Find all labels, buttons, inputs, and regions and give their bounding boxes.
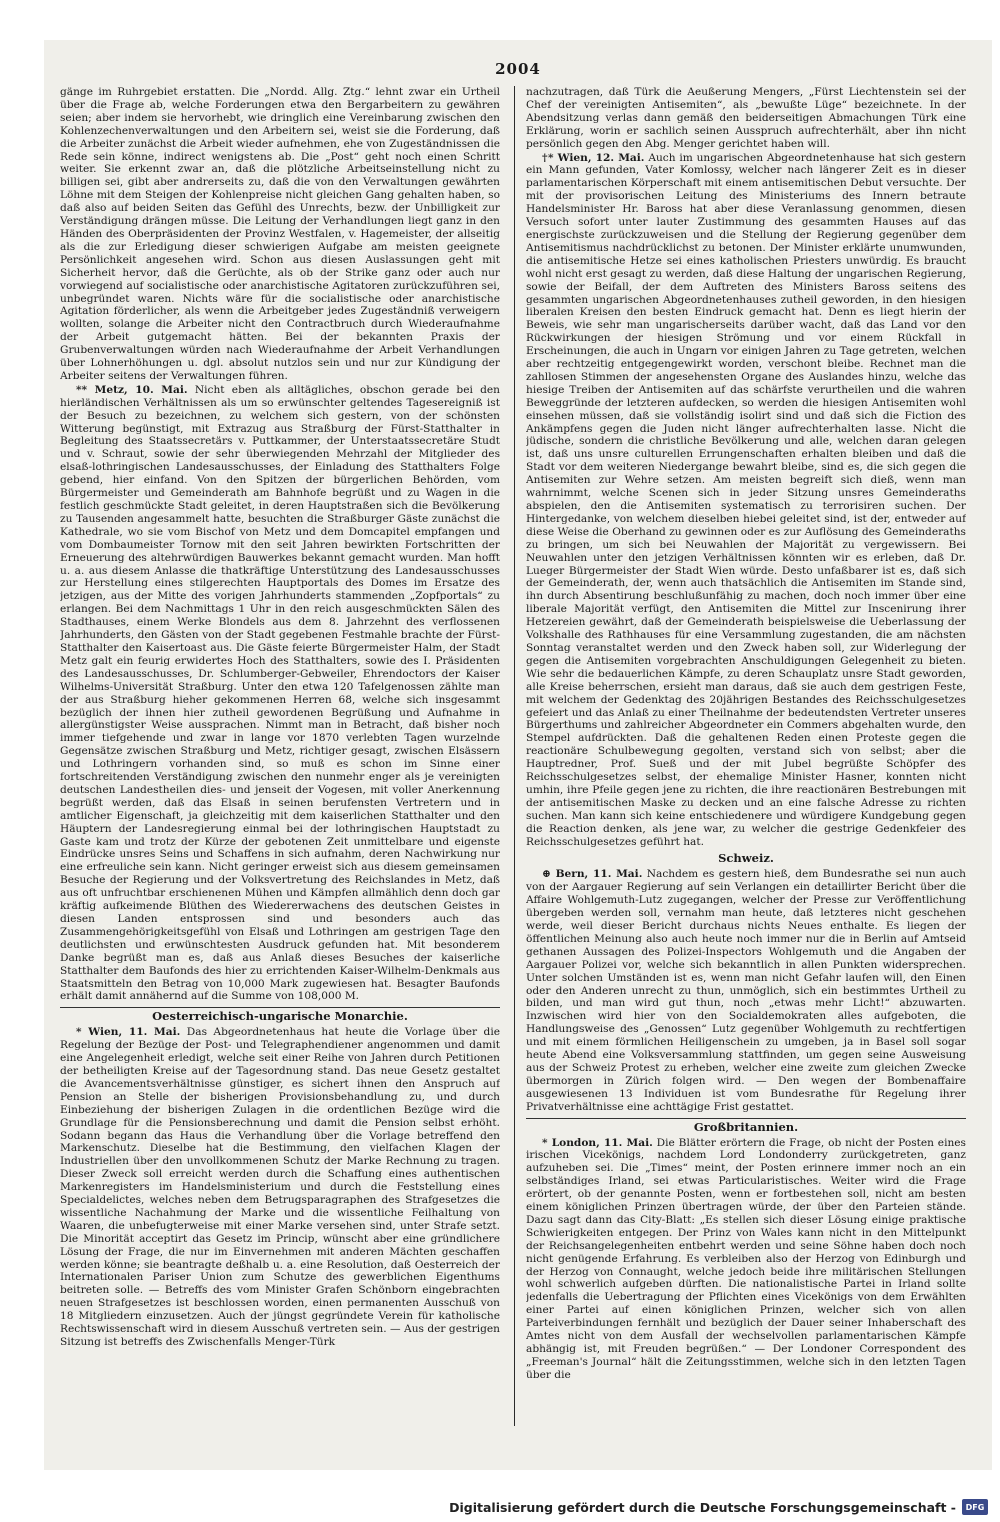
article-bern-text: Nachdem es gestern hieß, dem Bundesrathe sei nun auch von der Aargauer Regierung auf sein Verlangen ein detaillirter Bericht über die Affaire Wohlgemuth-Lutz zugegangen, welcher der Presse zur Veröffentlichung übergeben werden soll, vernahm man heute, daß letzteres nicht geschehen werde, weil dieser Bericht durchaus nichts Neues enthalte. Es liegen der öffentlichen Meinung also auch heute noch immer nur die in Berlin auf Amtseid gethanen Aussagen des Polizei-Inspectors Wohlgemuth und die Angaben der Aargauer Polizei vor, welche sich bekanntlich in allen Punkten widersprechen. Unter solchen Umständen ist es, wenn man nicht Gefahr laufen will, den Einen oder den Anderen unrecht zu thun, unmöglich, sich ein bestimmtes Urtheil zu bilden, und man wird gut thun, noch „etwas mehr Licht!“ abzuwarten. Inzwischen wird hier von den Socialdemokraten alles aufgeboten, die Handlungsweise des „Genossen“ Lutz gegenüber Wohlgemuth zu rechtfertigen und mit einem förmlichen Heiligenschein zu umgeben, ja in Basel soll sogar heute Abend eine Volksversammlung stattfinden, um gegen seine Ausweisung aus der Schweiz Protest zu erheben, welcher eine zweite zum gleichen Zwecke übermorgen in Zürich folgen wird. — Den wegen der Bombenaffaire ausgewiesenen 13 Individuen ist vom Bundesrathe für Regelung ihrer Privatverhältnisse eine achttägige Frist gestattet. — [526, 868, 966, 1113]
article-bern — [526, 868, 966, 1113]
dfg-logo: DFG — [962, 1499, 988, 1515]
article-wien-1-text: Das Abgeordnetenhaus hat heute die Vorlage über die Regelung der Bezüge der Post- und Telegraphendiener angenommen und damit eine Angelegenheit erledigt, welche seit einer Reihe von Jahren durch Petitionen der betheiligten Kreise auf der Tagesordnung stand. Das neue Gesetz gestaltet die Avancementsverhältnisse günstiger, es sichert ihnen den Anspruch auf Pension an Stelle der bisherigen Provisionsbehandlung zu, und durch Einbeziehung der bisherigen Zulagen in die ordentlichen Bezüge wird die Grundlage für die Pensionsberechnung und damit die Pension selbst erhöht. Sodann begann das Haus die Verhandlung über die Vorlage betreffend den Markenschutz. Dieselbe hat die Bestimmung, den vielfachen Klagen der Industriellen über den unvollkommenen Schutz der Marke Rechnung zu tragen. Dieser Zweck soll erreicht werden durch die Schaffung eines authentischen Markenregisters im Handelsministerium und durch die Feststellung eines Specialdelictes, welches neben dem Betrugsparagraphen des Strafgesetzes die wissentliche Nachahmung der Marke und die wissentliche Feilhaltung von Waaren, die unbefugterweise mit einer Marke versehen sind, unter Strafe setzt. Die Minorität acceptirt das Gesetz im Princip, wünscht aber eine gründlichere Lösung der Frage, die nur im Einvernehmen mit anderen Mächten geschaffen werden könne; sie beantragte deßhalb u. a. eine Resolution, daß Oesterreich der Internationalen Pariser Union zum Schutze des gewerblichen Eigenthums beitreten solle. — Betreffs des vom Minister Grafen Schönborn eingebrachten neuen Strafgesetzes ist beschlossen worden, einen permanenten Ausschuß von 18 Mitgliedern einzusetzen. Auch der jüngst gegründete Verein für katholische Rechtswissenschaft wird in diesem Ausschuß vertreten sein. — Aus der gestrigen Sitzung ist betreffs des Zwischenfalls Menger-Türk — [60, 1026, 500, 1348]
article-metz — [60, 384, 500, 1004]
article-ruhr-continuation: gänge im Ruhrgebiet erstatten. Die „Nordd. Allg. Ztg.“ lehnt zwar ein Urtheil über die Frage ab, welche Forderungen etwa den Bergarbeitern zu gewähren seien; aber indem sie hervorhebt, wie dringlich eine Vereinbarung zwischen den Kohlenzechenverwaltungen und den Arbeitern sei, weist sie die Forderung, daß die Arbeiter zunächst die Arbeit wieder aufnehmen, ehe von Zugeständnissen die Rede sein könne, indirect wenigstens ab. Die „Post“ geht noch einen Schritt weiter. Sie erkennt zwar an, daß die plötzliche Arbeitseinstellung nicht zu billigen sei, gibt aber andrerseits zu, daß die von den Verwaltungen gewährten Löhne mit dem Steigen der Kohlenpreise nicht gleichen Gang gehalten haben, so daß also auf beiden Seiten das Gefühl des Unrechts, bezw. der Unbilligkeit zur Verständigung drängen müsse. Die Leitung der Verhandlungen liegt ganz in den Händen des Oberpräsidenten der Provinz Westfalen, v. Hagemeister, der allseitig als die zur Erledigung dieser schwierigen Aufgabe am meisten geeignete Persönlichkeit angesehen wird. Schon aus diesen Auslassungen geht mit Sicherheit hervor, daß die Gerüchte, als ob der Strike ganz oder auch nur vorwiegend auf socialistische oder anarchistische Agitatoren zurückzuführen sei, unbegründet waren. Nichts wäre für die socialistische oder anarchistische Agitation förderlicher, als wenn die Arbeitgeber jedes Zugeständniß verweigern wollten, solange die Arbeiter nicht den Contractbruch durch Wiederaufnahme der Arbeit gutgemacht hätten. Bei der bekannten Praxis der Grubenverwaltungen würden nach Wiederaufnahme der Arbeit Verhandlungen über Lohnerhöhungen u. dgl. absolut nutzlos sein und nur zur Kündigung der Arbeiter seitens der Verwaltungen führen. — [60, 86, 500, 382]
section-heading-austria: Oesterreichisch-ungarische Monarchie. — [60, 1007, 500, 1023]
section-heading-switzerland: Schweiz. — [718, 851, 774, 866]
dateline-wien-1: * Wien, 11. Mai. — [76, 1026, 181, 1039]
article-wien-1-continuation: nachzutragen, daß Türk die Aeußerung Mengers, „Fürst Liechtenstein sei der Chef der vereinigten Antisemiten“, als „bewußte Lüge“ bezeichnete. In der Abendsitzung verlas dann gemäß den beiderseitigen Abmachungen Türk eine Erklärung, worin er sachlich seinen Ausspruch aufrechterhält, aber ihn nicht persönlich gegen den Abg. Menger gerichtet haben will. — [526, 86, 966, 150]
dateline-london: * London, 11. Mai. — [542, 1136, 653, 1149]
article-metz-text: Nicht eben als alltägliches, obschon gerade bei den hierländischen Verhältnissen als um so erwünschter geltendes Tagesereigniß ist der Besuch zu bezeichnen, zu welchem sich gestern, von der schönsten Witterung begünstigt, mit Extrazug aus Straßburg der Fürst-Statthalter in Begleitung des Staatssecretärs v. Puttkammer, der Unterstaatssecretäre Studt und v. Schraut, sowie der sehr überwiegenden Mehrzahl der Mitglieder des elsaß-lothringischen Landesausschusses, der Einladung des Statthalters Folge gebend, hier einfand. Von den Spitzen der bürgerlichen Behörden, vom Bürgermeister und Gemeinderath am Bahnhofe begrüßt und zu Wagen in die festlich geschmückte Stadt geleitet, in deren Hauptstraßen sich die Bevölkerung zu Tausenden angesammelt hatte, besuchten die Straßburger Gäste zunächst die Kathedrale, wo sie vom Bischof von Metz und dem Domcapitel empfangen und vom Dombaumeister Tornow mit den seit Jahren bewirkten Fortschritten der Erneuerung des altehrwürdigen Bauwerkes bekannt gemacht wurden. Man hofft u. a. aus diesem Anlasse die thatkräftige Unterstützung des Landesausschusses zur Herstellung eines stilgerechten Hauptportals des Domes im Ersatze des jetzigen, aus der Mitte des vorigen Jahrhunderts stammenden „Zopfportals“ zu erlangen. Bei dem Nachmittags 1 Uhr in den reich ausgeschmückten Sälen des Stadthauses, einem Werke Blondels aus dem 8. Jahrzehnt des verflossenen Jahrhunderts, den Gästen von der Stadt gegebenen Festmahle brachte der Fürst-Statthalter den Kaisertoast aus. Die Gäste feierte Bürgermeister Halm, der Stadt Metz galt ein feurig erwidertes Hoch des Statthalters, sowie des I. Präsidenten des Landesausschusses, Dr. Schlumberger-Gebweiler, Ehrendoctors der Kaiser Wilhelms-Universität Straßburg. Unter den etwa 120 Tafelgenossen zählte man der aus Straßburg hieher gekommenen Herren 68, welche sich insgesammt bezüglich der ihnen hier zutheil gewordenen Begrüßung und Aufnahme in allergünstigster Weise aussprachen. Nimmt man in Betracht, daß bisher noch immer tiefgehende und zwar in lange vor 1870 verlebten Tagen wurzelnde Gegensätze zwischen Straßburg und Metz, richtiger gesagt, zwischen Elsässern und Lothringern vorhanden sind, so muß es schon im Sinne einer fortschreitenden Verständigung zwischen den nunmehr enger als je vereinigten deutschen Landestheilen dies- und jenseit der Vogesen, mit voller Anerkennung begrüßt werden, daß das Elsaß in seinen berufensten Vertretern und in amtlicher Eigenschaft, ja gleichzeitig mit dem kaiserlichen Statthalter und den Häuptern der Landesregierung einmal bei der lothringischen Hauptstadt zu Gaste kam und trotz der Kürze der gebotenen Zeit unmittelbare und eigenste Eindrücke unsres Seins und Schaffens in sich aufnahm, deren Nachwirkung nur eine erfreuliche sein kann. Nicht geringer erweist sich aus diesem gemeinsamen Besuche der Regierung und der Volksvertretung des Reichslandes in Metz, daß aus oft unfruchtbar erschienenen Mühen und Kämpfen allmählich denn doch gar kräftig aufkeimende Blüthen des Wiedererwachens des deutschen Geistes in diesen Landen entsprossen sind und besonders auch das Zusammengehörigkeitsgefühl von Elsaß und Lothringen am gestrigen Tage den deutlichsten und erwünschtesten Ausdruck gefunden hat. Mit besonderem Danke begrüßt man es, daß aus Anlaß dieses Besuches der kaiserliche Statthalter dem Baufonds des hier zu errichtenden Kaiser-Wilhelm-Denkmals aus Staatsmitteln den Betrag von 10,000 Mark zugewiesen hat. Besagter Baufonds erhält damit annähernd auf die Summe von 108,000 M. — [60, 383, 500, 1003]
article-wien-2-text: Auch im ungarischen Abgeordnetenhause hat sich gestern ein Mann gefunden, Vater Komlossy, welcher nach längerer Zeit es in dieser parlamentarischen Körperschaft mit einem antisemitischen Debut versuchte. Der mit der provisorischen Leitung des Ministeriums des Innern betraute Handelsminister Hr. Baross hat aber diese Veranlassung genommen, diesen Versuch sofort unter lauter Zustimmung des gesammten Hauses auf das energischste zurückzuweisen und die Stellung der Regierung gegenüber dem Antisemitismus nachdrücklichst zu betonen. Der Minister erklärte unumwunden, die antisemitische Hetze sei eines katholischen Priesters unwürdig. Es braucht wohl nicht erst gesagt zu werden, daß diese Haltung der ungarischen Regierung, sowie der Beifall, der dem Auftreten des Ministers Baross seitens des gesammten ungarischen Abgeordnetenhauses zutheil geworden, in den hiesigen liberalen Kreisen den besten Eindruck gemacht hat. Denn es liegt hierin der Beweis, wie sehr man ungarischerseits darüber wacht, daß das Land vor den Rückwirkungen der hiesigen Strömung und vor einem Rückfall in Erscheinungen, die auch in Ungarn vor einigen Jahren zu Tage getreten, welchen aber rechtzeitig entgegengewirkt worden, verschont bleibe. Rechnet man die zahllosen Stimmen der angesehensten Organe des Auslandes hinzu, welche das hiesige Treiben der Antisemiten auf das schärfste verurtheilen und die wahren Beweggründe der letzteren aufdecken, so werden die hiesigen Antisemiten wohl einsehen müssen, daß sie vollständig isolirt sind und daß sich die Fiction des Ankämpfens gegen die Juden nicht länger aufrechterhalten lasse. Nicht die jüdische, sondern die christliche Bevölkerung und alle, welchen daran gelegen ist, daß uns unsre culturellen Errungenschaften erhalten bleiben und daß die Stadt vor dem weiteren Niedergange bewahrt bleibe, sind es, die sich gegen die Antisemiten zur Wehre setzen. Am meisten begreift sich dieß, wenn man wahrnimmt, welche Scenen sich in jeder Sitzung unsres Gemeinderaths abspielen, den die Antisemiten systematisch zu terrorisiren suchen. Der Hintergedanke, von welchem dieselben hiebei geleitet sind, ist der, entweder auf diese Weise die Oberhand zu gewinnen oder es zur Auflösung des Gemeinderaths zu bringen, um sich bei Neuwahlen der Majorität zu vergewissern. Bei Neuwahlen unter den jetzigen Verhältnissen könnten wir es erleben, daß Dr. Lueger Bürgermeister der Stadt Wien würde. Desto unfaßbarer ist es, daß sich der Gemeinderath, der, wenn auch thatsächlich die Antisemiten im Stande sind, ihn durch Absentirung beschlußunfähig zu machen, doch noch immer über eine liberale Majorität verfügt, den Antisemiten die Mittel zur Inscenirung ihrer Hetzereien gewährt, daß der Gemeinderath beispielsweise die Ueberlassung der Volkshalle des Rathhauses für eine Versammlung zugestanden, die am nächsten Sonntag veranstaltet werden und den Zweck haben soll, zur Widerlegung der gegen die Antisemiten vorgebrachten Anschuldigungen Gelegenheit zu bieten. Wie sehr die bedauerlichen Kämpfe, zu deren Schauplatz unsre Stadt geworden, alle Kreise beherrschen, ersieht man daraus, daß sie auch dem gestrigen Feste, mit welchem der Gedenktag des 20jährigen Bestandes des Reichsschulgesetzes gefeiert und das Anlaß zu einer Theilnahme der bedeutendsten Vertreter unseres Bürgerthums und zahlreicher Abgeordneter ein Commers abgehalten wurde, den Stempel aufdrückten. Daß die gehaltenen Reden einen Proteste gegen die reactionäre Schulbewegung gegolten, verstand sich von selbst; aber die Hauptredner, Prof. Sueß und der mit Jubel begrüßte Schöpfer des Reichsschulgesetzes selbst, der ehemalige Minister Hasner, konnten nicht umhin, ihre Pfeile gegen jene zu richten, die ihre reactionären Bestrebungen mit der antisemitischen Maske zu decken und an eine falsche Adresse zu richten suchen. Man kann sich keine entschiedenere und würdigere Kundgebung gegen die Reaction denken, als jene war, zu welcher die gestrige Gedenkfeier des Reichsschulgesetzes geführt hat. — [526, 151, 966, 848]
article-london — [526, 1137, 966, 1382]
section-heading-britain: Großbritannien. — [526, 1118, 966, 1134]
footer-bar — [0, 1492, 1000, 1522]
right-column — [526, 86, 966, 1446]
funding-notice: Digitalisierung gefördert durch die Deutsche Forschungsgemeinschaft - — [449, 1499, 956, 1515]
left-column — [60, 86, 500, 1446]
article-wien-1 — [60, 1026, 500, 1349]
dateline-wien-2: †* Wien, 12. Mai. — [542, 151, 645, 164]
page-number: 2004 — [495, 60, 541, 78]
article-london-text: Die Blätter erörtern die Frage, ob nicht der Posten eines irischen Vicekönigs, nachdem Lord Londonderry zurückgetreten, ganz aufzuheben sei. Die „Times“ meint, der Posten erinnere immer noch an ein selbständiges Irland, sei etwas Particularistisches. Weiter wird die Frage erörtert, ob der genannte Posten, wenn er fortbestehen soll, nicht am besten einem königlichen Prinzen übertragen würde, der über den Parteien stände. Dazu sagt dann das City-Blatt: „Es stellen sich dieser Lösung einige praktische Schwierigkeiten entgegen. Der Prinz von Wales kann nicht in den Mittelpunkt der Reichsangelegenheiten entbehrt werden und seine Söhne haben doch noch nicht genügende Erfahrung. Es verbleiben also der Herzog von Edinburgh und der Herzog von Connaught, welche jedoch beide ihre militärischen Stellungen wohl schwerlich aufgeben dürften. Die nationalistische Partei in Irland sollte jedenfalls die Uebertragung der Pflichten eines Vicekönigs von dem Erwählten einer Partei auf einen königlichen Prinzen, welcher sich von allen Parteiverbindungen fernhält und bezüglich der Dauer seiner Inhaberschaft des Amtes nicht von dem Ausfall der wechselvollen parlamentarischen Kämpfe abhängig ist, mit Freuden begrüßen.“ — Der Londoner Correspondent des „Freeman's Journal“ hält die Zeitungsstimmen, welche sich in den letzten Tagen über die — [526, 1136, 966, 1381]
dateline-metz: ** Metz, 10. Mai. — [76, 383, 188, 396]
newspaper-page — [44, 40, 992, 1470]
dateline-bern: ⊕ Bern, 11. Mai. — [542, 868, 643, 881]
article-wien-2 — [526, 152, 966, 849]
column-divider — [514, 86, 515, 1426]
